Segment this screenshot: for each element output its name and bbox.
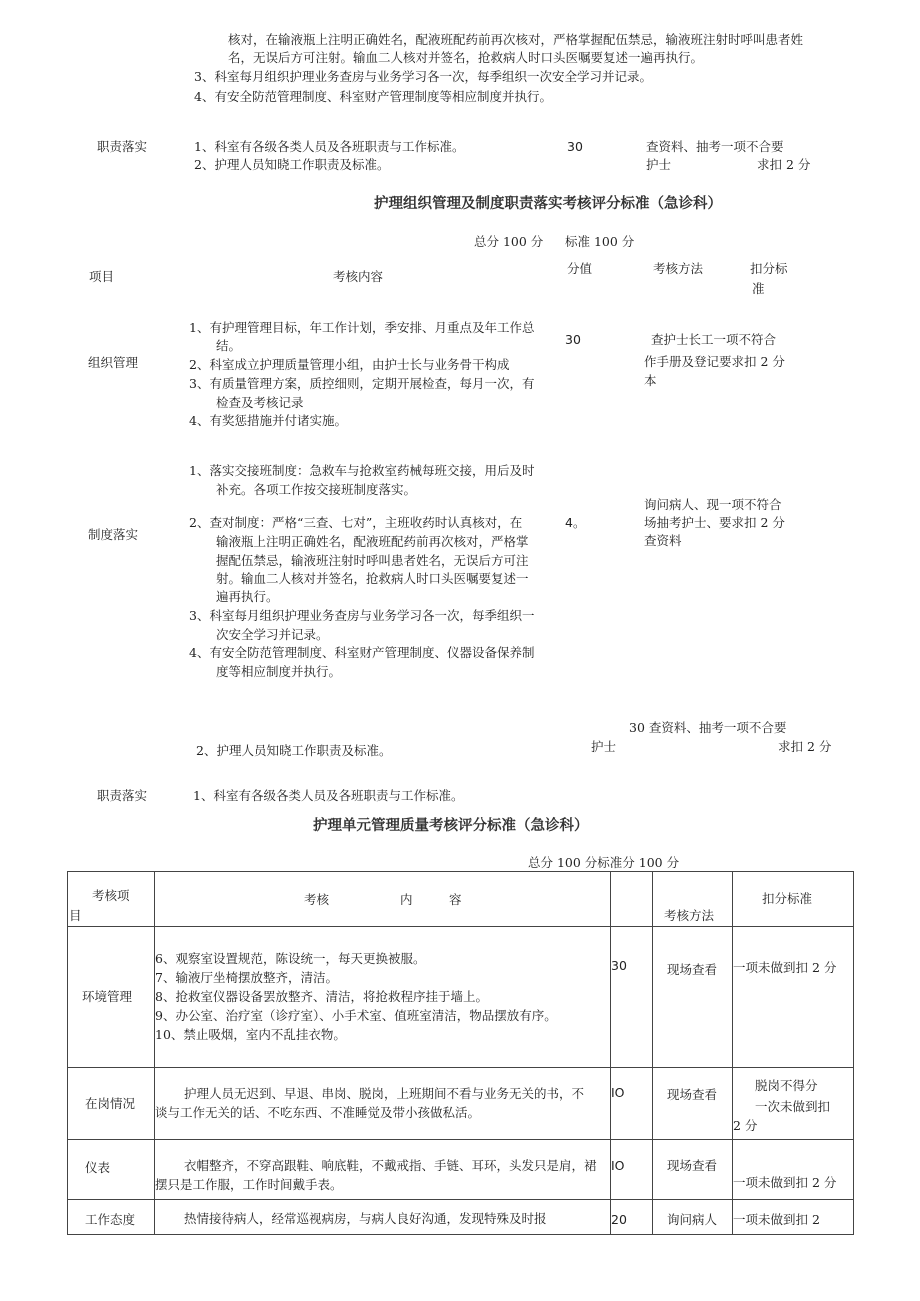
row-line: 谈与工作无关的话、不吃东西、不准睡觉及带小孩做私活。 bbox=[155, 1105, 481, 1120]
section1-title: 护理组织管理及制度职责落实考核评分标准（急诊科） bbox=[374, 196, 722, 212]
row-line: 7、输液厅坐椅摆放整齐，清洁。 bbox=[155, 970, 338, 985]
row-score: 20 bbox=[611, 1212, 627, 1227]
row-deduct: 一次未做到扣 bbox=[755, 1099, 831, 1114]
system-label: 制度落实 bbox=[88, 527, 139, 542]
duty-label: 职责落实 bbox=[97, 788, 148, 803]
org-line-3: 2、科室成立护理质量管理小组，由护士长与业务骨干构成 bbox=[189, 357, 510, 372]
section1-standard: 标准 100 分 bbox=[565, 234, 635, 249]
row-method: 现场查看 bbox=[667, 962, 718, 977]
table-row bbox=[68, 1200, 854, 1235]
org-line-6: 4、有奖惩措施并付诸实施。 bbox=[189, 413, 347, 428]
row-line: 8、抢救室仪器设备罢放整齐、清洁，将抢救程序挂于墙上。 bbox=[155, 989, 488, 1004]
top-duty-method-b: 护士 bbox=[646, 157, 672, 172]
table-header-row bbox=[68, 872, 854, 927]
row-method: 现场查看 bbox=[667, 1087, 718, 1102]
row-deduct: 脱岗不得分 bbox=[755, 1078, 818, 1093]
duty-item-2: 2、护理人员知晓工作职责及标准。 bbox=[196, 743, 392, 758]
row-deduct: 2 分 bbox=[733, 1118, 758, 1133]
header-content-a: 考核 bbox=[304, 892, 330, 907]
header-content-c: 容 bbox=[449, 892, 462, 907]
header-item-a: 考核项 bbox=[92, 888, 130, 903]
table-row bbox=[68, 1140, 854, 1200]
top-line-3: 3、科室每月组织护理业务查房与业务学习各一次，每季组织一次安全学习并记录。 bbox=[194, 69, 652, 84]
table-row bbox=[68, 927, 854, 1068]
section1-total: 总分 100 分 bbox=[474, 234, 544, 249]
row-deduct: 一项未做到扣 2 bbox=[733, 1212, 820, 1227]
top-duty-score: 30 bbox=[567, 139, 583, 154]
header-deduct: 扣分标准 bbox=[762, 891, 813, 906]
duty-nurse: 护士 bbox=[591, 739, 617, 754]
system-line-2: 补充。各项工作按交接班制度落实。 bbox=[216, 482, 417, 497]
section2-title: 护理单元管理质量考核评分标准（急诊科） bbox=[313, 818, 589, 834]
org-line-5: 检查及考核记录 bbox=[216, 395, 304, 410]
header-item-b: 目 bbox=[69, 908, 82, 923]
header-content-b: 内 bbox=[400, 892, 413, 907]
top-duty-deduct: 求扣 2 分 bbox=[757, 157, 811, 172]
table-row bbox=[68, 1068, 854, 1140]
row-label: 在岗情况 bbox=[85, 1096, 136, 1111]
duty-item-1: 1、科室有各级各类人员及各班职责与工作标准。 bbox=[193, 788, 464, 803]
system-line-11: 度等相应制度并执行。 bbox=[216, 664, 342, 679]
section1-header-item: 项目 bbox=[89, 269, 115, 284]
system-line-8: 3、科室每月组织护理业务查房与业务学习各一次，每季组织一 bbox=[189, 608, 535, 623]
system-line-9: 次安全学习并记录。 bbox=[216, 627, 329, 642]
org-method-3: 本 bbox=[644, 373, 657, 388]
row-line: 6、观察室设置规范，陈设统一，每天更换被服。 bbox=[155, 951, 426, 966]
system-method-3: 查资料 bbox=[644, 533, 682, 548]
system-score: 4。 bbox=[565, 515, 586, 530]
system-line-5: 握配伍禁忌，输液班注射时呼叫患者姓名，无误后方可注 bbox=[216, 553, 529, 568]
org-method-2: 作手册及登记要求扣 2 分 bbox=[644, 354, 785, 369]
duty-deduct: 求扣 2 分 bbox=[778, 739, 832, 754]
system-line-7: 遍再执行。 bbox=[216, 589, 279, 604]
row-label: 环境管理 bbox=[82, 989, 133, 1004]
row-score: IO bbox=[611, 1158, 625, 1173]
system-line-6: 射。输血二人核对并签名，抢救病人时口头医嘱要复述一 bbox=[216, 571, 529, 586]
system-method-1: 询问病人、现一项不符合 bbox=[644, 497, 782, 512]
duty-score-method: 30 查资料、抽考一项不合要 bbox=[629, 720, 787, 735]
org-method-1: 查护士长工一项不符合 bbox=[651, 332, 777, 347]
section1-header-content: 考核内容 bbox=[333, 269, 384, 284]
section1-header-method: 考核方法 bbox=[653, 261, 704, 276]
row-method: 询问病人 bbox=[667, 1212, 718, 1227]
section1-header-deduct-a: 扣分标 bbox=[750, 261, 788, 276]
org-score: 30 bbox=[565, 332, 581, 347]
row-deduct: 一项未做到扣 2 分 bbox=[733, 960, 837, 975]
row-label: 工作态度 bbox=[85, 1212, 136, 1227]
header-method: 考核方法 bbox=[664, 908, 715, 923]
org-label: 组织管理 bbox=[88, 355, 139, 370]
org-line-2: 结。 bbox=[216, 338, 242, 353]
org-line-4: 3、有质量管理方案，质控细则，定期开展检查，每月一次，有 bbox=[189, 376, 535, 391]
row-score: 30 bbox=[611, 958, 627, 973]
quality-table bbox=[67, 871, 854, 1235]
system-line-4: 输液瓶上注明正确姓名，配液班配药前再次核对，严格掌 bbox=[216, 534, 529, 549]
system-line-10: 4、有安全防范管理制度、科室财产管理制度、仪器设备保养制 bbox=[189, 645, 535, 660]
section2-totals: 总分 100 分标准分 100 分 bbox=[528, 855, 680, 870]
system-line-3: 2、查对制度：严格“三查、七对”，主班收药时认真核对，在 bbox=[189, 515, 523, 530]
row-method: 现场查看 bbox=[667, 1158, 718, 1173]
row-line: 衣帽整齐，不穿高跟鞋、响底鞋，不戴戒指、手链、耳环，头发只是肩，裙 bbox=[184, 1158, 597, 1173]
row-line: 护理人员无迟到、早退、串岗、脱岗，上班期间不看与业务无关的书，不 bbox=[184, 1086, 585, 1101]
row-deduct: 一项未做到扣 2 分 bbox=[733, 1175, 837, 1190]
top-duty-label: 职责落实 bbox=[97, 139, 148, 154]
row-line: 9、办公室、治疗室（诊疗室）、小手术室、值班室清洁，物品摆放有序。 bbox=[155, 1008, 557, 1023]
row-score: IO bbox=[611, 1085, 625, 1100]
top-line-4: 4、有安全防范管理制度、科室财产管理制度等相应制度并执行。 bbox=[194, 89, 552, 104]
org-line-1: 1、有护理管理目标，年工作计划，季安排、月重点及年工作总 bbox=[189, 320, 535, 335]
top-line-2: 名，无误后方可注射。输血二人核对并签名，抢救病人时口头医嘱要复述一遍再执行。 bbox=[228, 50, 704, 65]
section1-header-deduct-b: 准 bbox=[752, 281, 765, 296]
system-line-1: 1、落实交接班制度：急救车与抢救室药械每班交接，用后及时 bbox=[189, 463, 535, 478]
row-line: 摆只是工作服，工作时间戴手表。 bbox=[155, 1177, 343, 1192]
top-duty-item-1: 1、科室有各级各类人员及各班职责与工作标准。 bbox=[194, 139, 465, 154]
top-duty-method-a: 查资料、抽考一项不合要 bbox=[646, 139, 784, 154]
row-label: 仪表 bbox=[85, 1160, 111, 1175]
row-line: 10、禁止吸烟，室内不乱挂衣物。 bbox=[155, 1027, 346, 1042]
section1-header-score: 分值 bbox=[567, 261, 593, 276]
top-duty-item-2: 2、护理人员知晓工作职责及标准。 bbox=[194, 157, 390, 172]
top-line-1: 核对，在输液瓶上注明正确姓名，配液班配药前再次核对，严格掌握配伍禁忌，输液班注射时呼叫患者姓 bbox=[228, 32, 804, 47]
row-line: 热情接待病人，经常巡视病房，与病人良好沟通，发现特殊及时报 bbox=[184, 1211, 547, 1226]
system-method-2: 场抽考护士、要求扣 2 分 bbox=[644, 515, 785, 530]
